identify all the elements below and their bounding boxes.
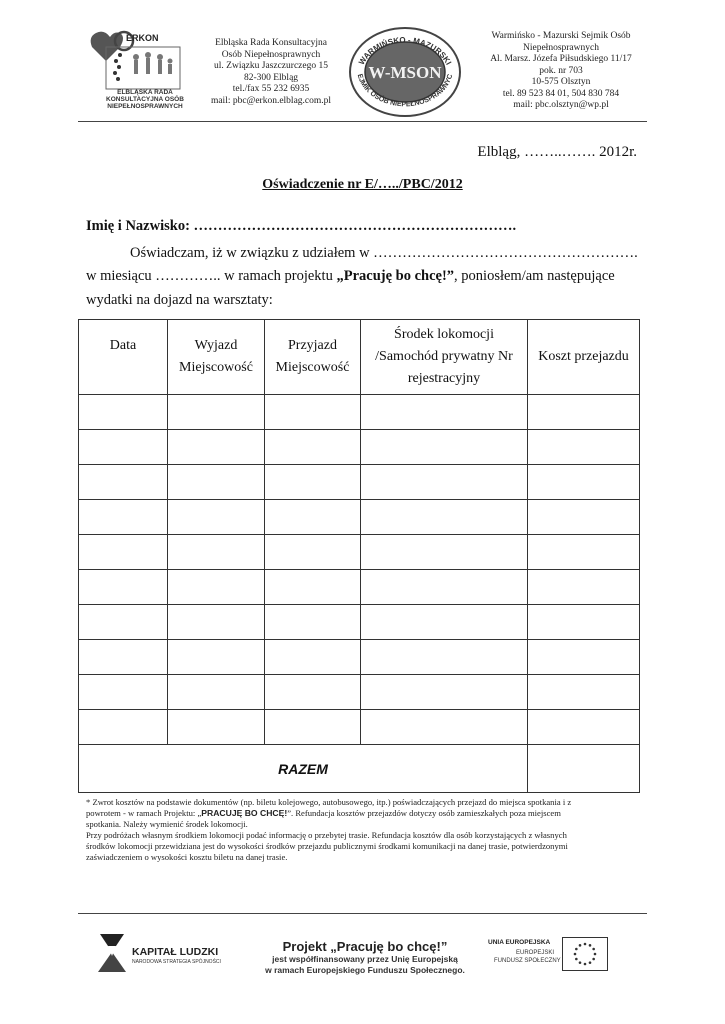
eu-star-icon <box>584 963 587 966</box>
table-cell <box>265 675 361 710</box>
statement-line-3: wydatki na dojazd na warsztaty: <box>86 292 273 308</box>
left-org-line: Osób Niepełnosprawnych <box>221 49 321 60</box>
eu-star-icon <box>589 961 592 964</box>
table-cell <box>528 605 640 640</box>
left-org-line: Elbląska Rada Konsultacyjna <box>215 38 327 48</box>
table-cell <box>79 640 168 675</box>
eu-star-icon <box>579 961 582 964</box>
total-value-cell <box>528 745 640 793</box>
footnote-line-2-a: powrotem - w ramach Projektu: „ <box>86 808 202 818</box>
left-org-line: mail: pbc@erkon.elblag.com.pl <box>210 95 332 106</box>
table-cell <box>361 570 528 605</box>
eu-star-icon <box>574 953 577 956</box>
kapital-ludzki-logo <box>96 932 236 976</box>
header-transport <box>361 320 528 395</box>
table-cell <box>168 535 265 570</box>
project-cofinancing-line-2: jest współfinansowany przez Unię Europejską <box>272 954 458 964</box>
footnote-line: * Zwrot kosztów na podstawie dokumentów (np. biletu kolejowego, autobusowego, itp.) poświadczających przejazd do miejsca spotkania i z <box>86 797 572 807</box>
footer-divider <box>78 913 647 914</box>
table-row <box>79 500 640 535</box>
erkon-logo <box>86 27 184 113</box>
header-date-text: Data <box>109 338 137 353</box>
table-cell <box>528 675 640 710</box>
header-transport-line-1: Środek lokomocji <box>394 327 494 342</box>
statement-line-2-a: w miesiącu ………….. w ramach projektu <box>86 268 337 284</box>
wmson-ring-bottom: EJMIK OSÓB NIEPEŁNOSPRAWNYC <box>355 73 455 109</box>
table-cell <box>361 710 528 745</box>
name-field: Imię i Nazwisko: …………………………………………………………. <box>86 218 517 234</box>
right-org-line: mail: pbc.olsztyn@wp.pl <box>513 100 609 110</box>
kapital-ludzki-title: KAPITAŁ LUDZKI <box>132 946 219 958</box>
total-label: RAZEM <box>79 745 528 793</box>
eu-star-icon <box>592 948 595 951</box>
eu-star-icon <box>594 953 597 956</box>
right-org-line: Warmińsko - Mazurski Sejmik Osób <box>491 31 631 41</box>
erkon-logo-caption-3: NIEPEŁNOSPRAWNYCH <box>107 103 183 110</box>
table-cell <box>79 570 168 605</box>
table-cell <box>79 675 168 710</box>
right-org-line: pok. nr 703 <box>539 65 583 76</box>
project-cofinancing-line-3: w ramach Europejskiego Funduszu Społecznego. <box>265 965 465 975</box>
eu-star-icon <box>584 943 587 946</box>
table-cell <box>361 465 528 500</box>
table-row <box>79 710 640 745</box>
footnote-line: zaświadczeniem o wysokości kosztu biletu na danej trasie. <box>86 852 288 862</box>
table-cell <box>528 570 640 605</box>
eu-star-icon <box>575 948 578 951</box>
eu-star-icon <box>579 944 582 947</box>
table-row <box>79 535 640 570</box>
table-cell <box>361 675 528 710</box>
header-arrival <box>265 320 361 395</box>
left-org-address <box>196 38 346 107</box>
table-cell <box>168 675 265 710</box>
table-cell <box>265 710 361 745</box>
table-cell <box>168 710 265 745</box>
project-cofinancing-title: Projekt „Pracuję bo chcę!” <box>282 939 448 954</box>
header-departure <box>168 320 265 395</box>
table-cell <box>361 500 528 535</box>
footnote-line: spotkania. Należy wymienić środek lokomocji. <box>86 819 248 829</box>
footnote-project-name: PRACUJĘ BO CHCĘ! <box>201 808 288 818</box>
table-cell <box>79 535 168 570</box>
table-total-row <box>79 745 640 793</box>
right-org-address <box>472 31 650 112</box>
header-transport-line-3: rejestracyjny <box>407 371 481 386</box>
table-header-row <box>79 320 640 395</box>
table-cell <box>528 640 640 675</box>
table-cell <box>361 605 528 640</box>
table-cell <box>79 710 168 745</box>
wmson-brand: W-MSON <box>368 63 442 82</box>
right-org-line: tel. 89 523 84 01, 504 830 784 <box>502 88 620 99</box>
table-row <box>79 395 640 430</box>
header-date <box>79 320 168 395</box>
eu-flag-icon <box>562 937 608 971</box>
table-cell <box>168 430 265 465</box>
table-row <box>79 430 640 465</box>
table-cell <box>265 605 361 640</box>
statement-line-2-b: , poniosłem/am następujące <box>454 268 615 284</box>
wmson-logo-graphic <box>348 26 462 118</box>
table-cell <box>79 605 168 640</box>
table-cell <box>265 465 361 500</box>
left-org-line: ul. Związku Jaszczurczego 15 <box>214 61 328 71</box>
header-divider <box>78 121 647 122</box>
table-cell <box>528 535 640 570</box>
table-cell <box>79 500 168 535</box>
table-body <box>79 395 640 793</box>
erkon-logo-brand: ERKON <box>126 33 159 43</box>
table-cell <box>168 395 265 430</box>
table-cell <box>361 535 528 570</box>
header-departure-line-1: Wyjazd <box>194 338 238 353</box>
erkon-logo-caption-1: ELBLĄSKA RADA <box>117 89 173 96</box>
statement-line-2 <box>86 268 639 285</box>
wmson-logo <box>348 26 462 118</box>
footnote-line: środków lokomocji przewidziana jest do wysokości środków przejazdu publicznymi środkami komunikacji na danej trasie, potwierdzonymi <box>86 841 568 851</box>
eu-star-icon <box>592 958 595 961</box>
header-departure-line-2: Miejscowość <box>179 360 253 375</box>
table-row <box>79 640 640 675</box>
table-row <box>79 675 640 710</box>
table-cell <box>168 640 265 675</box>
table-cell <box>528 430 640 465</box>
eu-line-2: EUROPEJSKI <box>516 950 555 956</box>
table-cell <box>265 570 361 605</box>
table-cell <box>168 605 265 640</box>
right-org-line: Al. Marsz. Józefa Piłsudskiego 11/17 <box>490 54 632 64</box>
table-cell <box>79 430 168 465</box>
table-cell <box>528 710 640 745</box>
kapital-ludzki-subtitle: NARODOWA STRATEGIA SPÓJNOŚCI <box>132 959 221 965</box>
header-cost <box>528 320 640 395</box>
footnote-line-2-b: ”. Refundacja kosztów przejazdów dotyczy osób zamieszkałych poza miejscem <box>287 808 561 818</box>
table-cell <box>265 500 361 535</box>
table-cell <box>528 500 640 535</box>
table-cell <box>528 465 640 500</box>
table-cell <box>168 500 265 535</box>
table-cell <box>361 430 528 465</box>
right-org-line: 10-575 Olsztyn <box>531 77 591 87</box>
eu-logo <box>488 937 628 977</box>
table-cell <box>168 570 265 605</box>
eu-line-3: FUNDUSZ SPOŁECZNY <box>494 958 561 964</box>
eu-line-1: UNIA EUROPEJSKA <box>488 939 551 946</box>
table-row <box>79 465 640 500</box>
wmson-ring-top: WARMIŃSKO - MAZURSKI <box>357 35 454 67</box>
footnote <box>86 797 646 863</box>
table-cell <box>265 430 361 465</box>
table-row <box>79 570 640 605</box>
table-cell <box>168 465 265 500</box>
place-date: Elbląg, ……..……. 2012r. <box>477 144 637 160</box>
header-cost-text: Koszt przejazdu <box>538 349 629 364</box>
expenses-table <box>78 319 640 793</box>
eu-star-icon <box>575 958 578 961</box>
footnote-line <box>86 808 646 819</box>
header-arrival-line-2: Miejscowość <box>275 360 350 375</box>
header-arrival-line-1: Przyjazd <box>288 338 337 353</box>
table-cell <box>265 535 361 570</box>
table-cell <box>361 640 528 675</box>
table-cell <box>528 395 640 430</box>
eu-star-icon <box>589 944 592 947</box>
footnote-line: Przy podróżach własnym środkiem lokomocji podać informację o przebytej trasie. Refundacja kosztów dla osób korzystających z własnych <box>86 830 567 840</box>
table-cell <box>79 465 168 500</box>
left-org-line: 82-300 Elbląg <box>243 72 299 83</box>
document-title: Oświadczenie nr E/…../PBC/2012 <box>262 177 463 192</box>
project-name: „Pracuję bo chcę!” <box>336 268 455 284</box>
table-cell <box>265 640 361 675</box>
right-org-line: Niepełnosprawnych <box>523 42 599 53</box>
header-transport-line-2: /Samochód prywatny Nr <box>375 349 513 364</box>
table-cell <box>79 395 168 430</box>
project-cofinancing-note <box>245 939 485 976</box>
left-org-line: tel./fax 55 232 6935 <box>232 84 310 94</box>
table-cell <box>265 395 361 430</box>
table-cell <box>361 395 528 430</box>
kapital-ludzki-icon <box>96 932 128 974</box>
statement-line-1: Oświadczam, iż w związku z udziałem w ………………………………………………. <box>130 245 638 261</box>
erkon-logo-caption-2: KONSULTACYJNA OSÓB <box>106 96 184 103</box>
table-row <box>79 605 640 640</box>
